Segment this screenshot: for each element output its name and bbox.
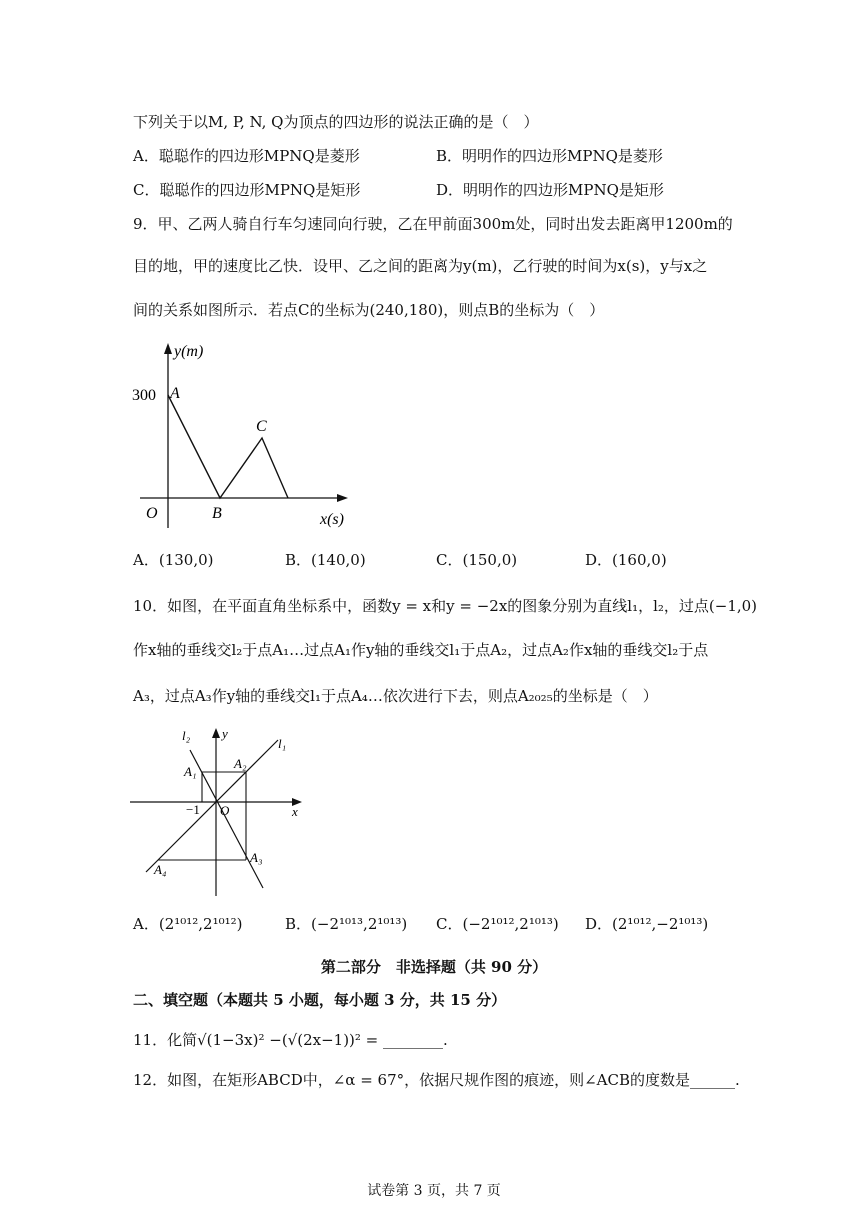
q10-label-x: x: [292, 804, 298, 819]
q11: 11．化简√(1−3x)² −(√(2x−1))² = ________.: [133, 1031, 448, 1049]
part-2-title: 第二部分 非选择题（共 90 分）: [320, 958, 548, 976]
q10-option-a: A．(2¹⁰¹²,2¹⁰¹²): [133, 915, 243, 933]
q8-option-a: A．聪聪作的四边形MPNQ是菱形: [133, 147, 360, 165]
q10-label-a2: A₂: [234, 756, 247, 771]
q9-option-b: B．(140,0): [285, 551, 366, 569]
q12: 12．如图，在矩形ABCD中，∠α = 67°，依据尺规作图的痕迹，则∠ACB的度数是______.: [133, 1071, 740, 1089]
q9-line-3: 间的关系如图所示．若点C的坐标为(240,180)，则点B的坐标为（ ）: [133, 301, 605, 319]
q9-origin: O: [146, 505, 158, 522]
q10-option-d: D．(2¹⁰¹²,−2¹⁰¹³): [585, 915, 709, 933]
q9-option-d: D．(160,0): [585, 551, 667, 569]
q10-option-c: C．(−2¹⁰¹²,2¹⁰¹³): [436, 915, 559, 933]
section-2-title: 二、填空题（本题共 5 小题，每小题 3 分，共 15 分）: [133, 991, 507, 1009]
q9-graph: [130, 338, 370, 538]
q9-x-axis-label: x(s): [320, 511, 344, 528]
q10-line-3: A₃，过点A₃作y轴的垂线交l₁于点A₄…依次进行下去，则点A₂₀₂₅的坐标是（ ）: [133, 687, 658, 705]
q10-label-o: O: [220, 803, 230, 818]
q9-point-c: C: [256, 418, 267, 435]
q10-label-a4: A₄: [154, 862, 167, 877]
q10-label-neg1: −1: [186, 802, 200, 817]
q10-line-2: 作x轴的垂线交l₂于点A₁…过点A₁作y轴的垂线交l₁于点A₂，过点A₂作x轴的垂线交l₂于点: [133, 641, 709, 659]
q9-option-c: C．(150,0): [436, 551, 518, 569]
q8-option-d: D．明明作的四边形MPNQ是矩形: [436, 181, 664, 199]
page-footer: 试卷第 3 页，共 7 页: [367, 1183, 501, 1199]
q8-stem: 下列关于以M, P, N, Q为顶点的四边形的说法正确的是（ ）: [133, 113, 539, 131]
q8-option-c: C．聪聪作的四边形MPNQ是矩形: [133, 181, 361, 199]
q10-label-y: y: [222, 726, 228, 741]
q10-label-l1: l₁: [278, 736, 287, 751]
q9-option-a: A．(130,0): [133, 551, 214, 569]
q9-y-axis-label: y(m): [174, 343, 204, 360]
q10-label-a1: A₁: [184, 764, 197, 779]
q10-label-l2: l₂: [182, 728, 191, 743]
q10-label-a3: A₃: [250, 850, 263, 865]
q9-line-1: 9．甲、乙两人骑自行车匀速同向行驶，乙在甲前面300m处，同时出发去距离甲1200m的: [133, 215, 733, 233]
q9-point-b: B: [212, 505, 222, 522]
q8-option-b: B．明明作的四边形MPNQ是菱形: [436, 147, 663, 165]
q9-point-a: A: [170, 385, 180, 402]
q9-y-tick-300: 300: [132, 387, 156, 404]
q10-option-b: B．(−2¹⁰¹³,2¹⁰¹³): [285, 915, 408, 933]
q10-graph: [128, 722, 308, 902]
q9-line-2: 目的地，甲的速度比乙快．设甲、乙之间的距离为y(m)，乙行驶的时间为x(s)，y与x之: [133, 257, 708, 275]
q10-line-1: 10．如图，在平面直角坐标系中，函数y = x和y = −2x的图象分别为直线l₁，l₂，过点(−1,0): [133, 597, 758, 615]
